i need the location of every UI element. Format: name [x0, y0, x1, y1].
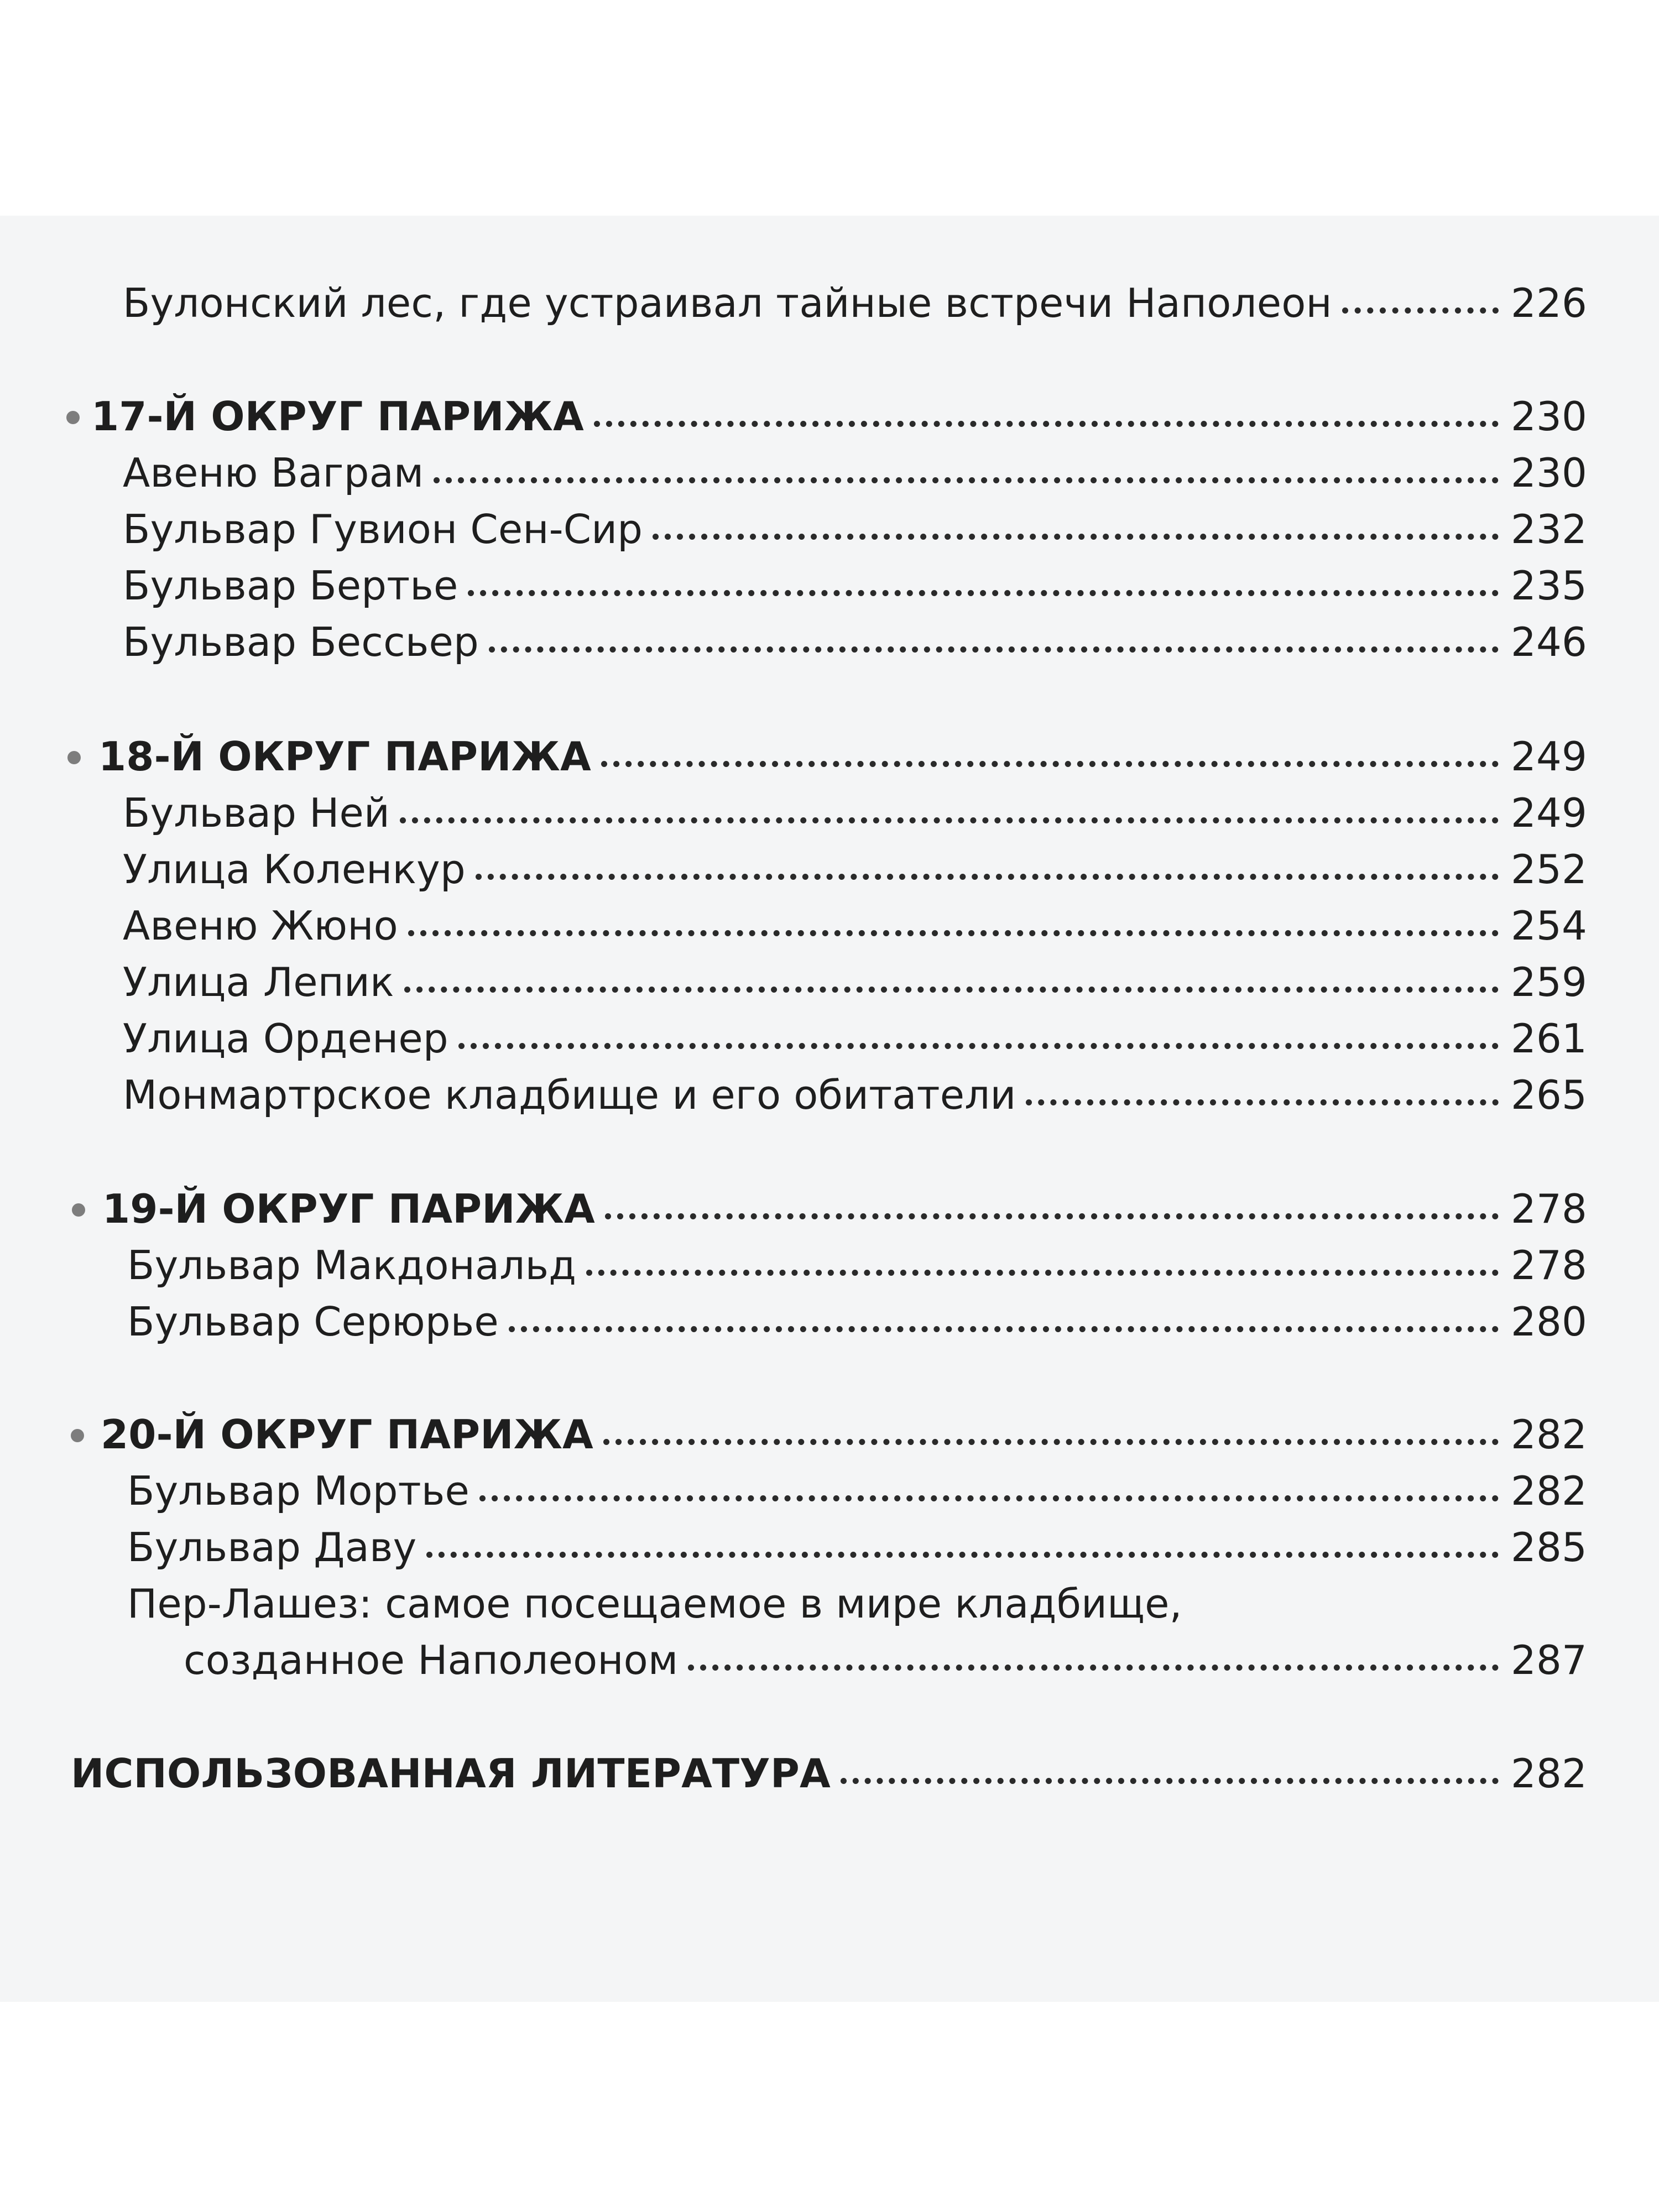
toc-entry-title: Бульвар Даву: [127, 1524, 417, 1571]
toc-entry-title: Бульвар Ней: [123, 790, 390, 836]
bullet-icon: [67, 751, 81, 764]
toc-entry[interactable]: [0, 280, 1659, 335]
toc-page-number: 259: [1510, 959, 1587, 1005]
toc-entry-title: Авеню Жюно: [123, 902, 398, 949]
dot-leader: [458, 1043, 1499, 1049]
toc-page-number: 226: [1510, 280, 1587, 326]
dot-leader: [479, 1495, 1499, 1501]
toc-page-number: 252: [1510, 846, 1587, 893]
toc-entry-line1[interactable]: [0, 1580, 1659, 1636]
toc-entry-title: Бульвар Бессьер: [123, 619, 479, 665]
toc-entry[interactable]: [0, 959, 1659, 1014]
toc-page-number: 249: [1510, 790, 1587, 836]
toc-entry[interactable]: [0, 1242, 1659, 1297]
toc-entry-title: Улица Коленкур: [123, 846, 466, 893]
dot-leader: [688, 1665, 1499, 1671]
toc-literature-heading[interactable]: [0, 1750, 1659, 1806]
toc-page-number: 261: [1510, 1015, 1587, 1062]
dot-leader: [1342, 307, 1499, 314]
dot-leader: [426, 1552, 1499, 1558]
toc-entry-title: созданное Наполеоном: [184, 1637, 679, 1683]
toc-section-title: 19-Й ОКРУГ ПАРИЖА: [102, 1186, 595, 1232]
toc-page-number: 254: [1510, 902, 1587, 949]
dot-leader: [404, 987, 1499, 993]
bullet-icon: [72, 1203, 85, 1217]
toc-entry[interactable]: [0, 790, 1659, 845]
toc-entry[interactable]: [0, 1072, 1659, 1127]
toc-page-number: 278: [1510, 1242, 1587, 1288]
toc-entry[interactable]: [0, 506, 1659, 561]
toc-entry-title: Улица Орденер: [123, 1015, 448, 1062]
toc-section-heading[interactable]: [0, 1186, 1659, 1241]
toc-page-number: 280: [1510, 1298, 1587, 1345]
toc-section-title: 17-Й ОКРУГ ПАРИЖА: [91, 393, 584, 440]
toc-entry-line2[interactable]: [0, 1637, 1659, 1692]
dot-leader: [509, 1326, 1499, 1332]
toc-page-number: 285: [1510, 1524, 1587, 1571]
dot-leader: [603, 1439, 1499, 1445]
toc-entry[interactable]: [0, 1015, 1659, 1071]
dot-leader: [586, 1270, 1499, 1276]
toc-section-heading[interactable]: [0, 733, 1659, 789]
toc-page-number: 235: [1510, 562, 1587, 609]
bullet-icon: [66, 411, 80, 424]
toc-page-number: 282: [1510, 1468, 1587, 1514]
toc-page-number: 265: [1510, 1072, 1587, 1118]
dot-leader: [605, 1213, 1499, 1219]
toc-entry-title: Булонский лес, где устраивал тайные встречи Наполеон: [123, 280, 1332, 326]
toc-entry-title: Бульвар Бертье: [123, 562, 458, 609]
toc-entry-title: Бульвар Мортье: [127, 1468, 469, 1514]
toc-entry-title: Бульвар Гувион Сен-Сир: [123, 506, 643, 552]
toc-entry[interactable]: [0, 450, 1659, 505]
dot-leader: [841, 1778, 1499, 1784]
dot-leader: [468, 590, 1499, 596]
toc-page-number: 278: [1510, 1186, 1587, 1232]
dot-leader: [408, 930, 1499, 936]
toc-section-heading[interactable]: [0, 393, 1659, 448]
dot-leader: [594, 421, 1499, 427]
toc-entry[interactable]: [0, 1298, 1659, 1354]
toc-page-number: 230: [1510, 450, 1587, 496]
toc-entry-title: Авеню Ваграм: [123, 450, 424, 496]
toc-entry-title: Монмартрское кладбище и его обитатели: [123, 1072, 1016, 1118]
toc-entry[interactable]: [0, 902, 1659, 958]
toc-page-number: 246: [1510, 619, 1587, 665]
dot-leader: [653, 534, 1499, 540]
toc-entry[interactable]: [0, 1524, 1659, 1579]
dot-leader: [400, 817, 1499, 823]
toc-page-number: 282: [1510, 1750, 1587, 1797]
dot-leader: [1026, 1099, 1499, 1105]
toc-page-number: 282: [1510, 1411, 1587, 1458]
toc-entry[interactable]: [0, 1468, 1659, 1523]
dot-leader: [476, 874, 1499, 880]
toc-section-title: 18-Й ОКРУГ ПАРИЖА: [98, 733, 591, 780]
toc-entry[interactable]: [0, 562, 1659, 618]
toc-entry[interactable]: [0, 846, 1659, 901]
dot-leader: [489, 646, 1499, 653]
toc-entry-title: Пер-Лашез: самое посещаемое в мире кладбище,: [127, 1580, 1182, 1627]
toc-page-number: 230: [1510, 393, 1587, 440]
toc-page-number: 232: [1510, 506, 1587, 552]
toc-entry-title: Улица Лепик: [123, 959, 394, 1005]
toc-page-number: 249: [1510, 733, 1587, 780]
toc-section-title: 20-Й ОКРУГ ПАРИЖА: [101, 1411, 593, 1458]
toc-entry[interactable]: [0, 619, 1659, 674]
toc-entry-title: Бульвар Макдональд: [127, 1242, 577, 1288]
toc-section-heading[interactable]: [0, 1411, 1659, 1467]
dot-leader: [434, 477, 1499, 483]
toc-entry-title: Бульвар Серюрье: [127, 1298, 499, 1345]
bullet-icon: [71, 1429, 84, 1442]
toc-page-number: 287: [1510, 1637, 1587, 1683]
dot-leader: [601, 761, 1499, 767]
toc-section-title: ИСПОЛЬЗОВАННАЯ ЛИТЕРАТУРА: [71, 1750, 831, 1797]
